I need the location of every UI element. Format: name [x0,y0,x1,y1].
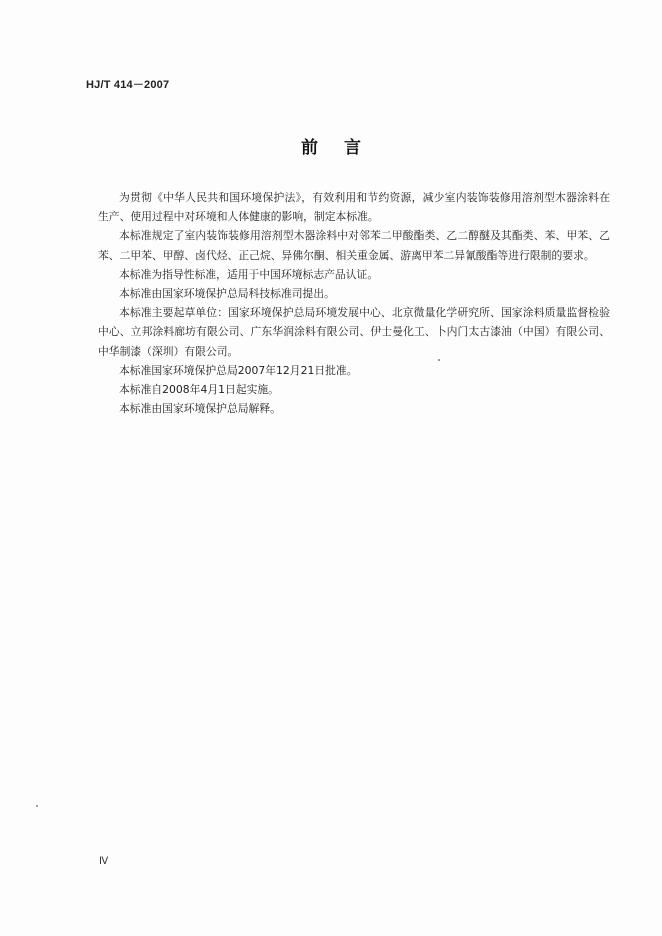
page-number: Ⅳ [99,856,109,867]
standard-code: HJ/T 414－2007 [86,79,170,91]
scan-speck [438,359,440,361]
paragraph-proposer: 本标准由国家环境保护总局科技标准司提出。 [119,287,335,301]
paragraph-implementation: 本标准自2008年4月1日起实施。 [119,383,279,397]
paragraph-scope: 本标准规定了室内装饰装修用溶剂型木器涂料中对邻苯二甲酸酯类、乙二醇醚及其酯类、苯、甲苯、乙苯、二甲苯、甲醇、卤代烃、正己烷、异佛尔酮、相关重金属、游离甲苯二异氰酸酯等进行限制的要求。 [98,229,610,262]
scan-speck [36,805,38,807]
paragraph-applicability: 本标准为指导性标准，适用于中国环境标志产品认证。 [119,267,379,281]
paragraph-drafters: 本标准主要起草单位：国家环境保护总局环境发展中心、北京微量化学研究所、国家涂料质量监督检验中心、立邦涂料廊坊有限公司、广东华润涂料有限公司、伊士曼化工、卜内门太古漆油（中国）有限公司、中华制漆（深圳）有限公司。 [98,306,610,358]
paragraph-approval: 本标准国家环境保护总局2007年12月21日批准。 [119,363,358,377]
paragraph-purpose: 为贯彻《中华人民共和国环境保护法》，有效利用和节约资源，减少室内装饰装修用溶剂型木器涂料在生产、使用过程中对环境和人体健康的影响，制定本标准。 [98,191,610,224]
paragraph-interpretation: 本标准由国家环境保护总局解释。 [119,402,281,416]
page-title: 前言 [301,138,387,158]
foreword-body [98,188,610,418]
